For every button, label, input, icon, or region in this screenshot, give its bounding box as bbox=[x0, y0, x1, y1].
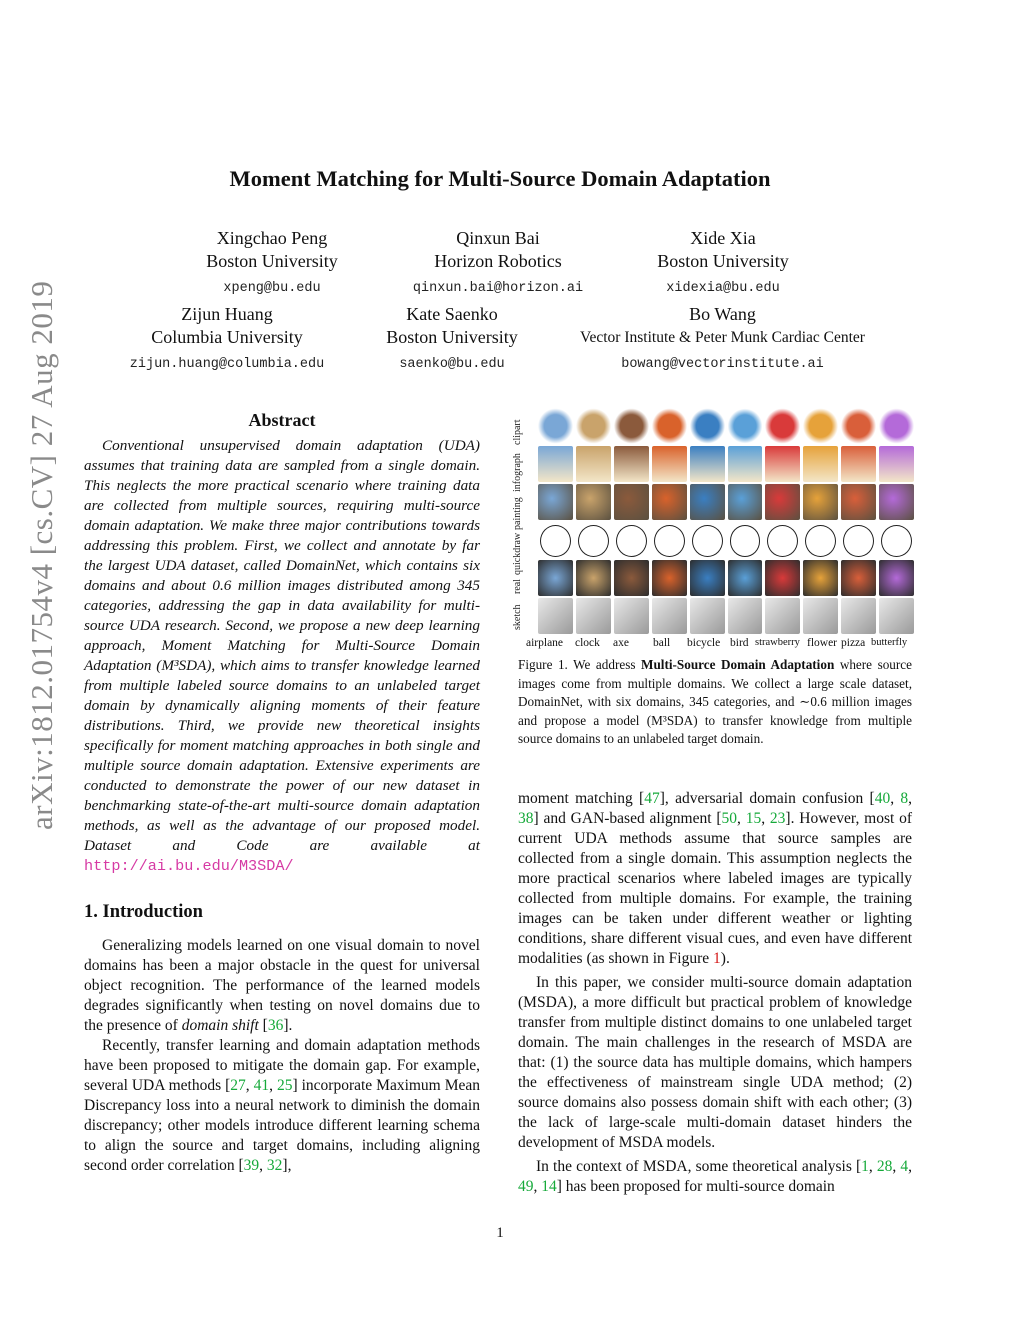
category-label: bird bbox=[730, 637, 749, 649]
thumbnail-image bbox=[538, 560, 573, 596]
thumbnail-image bbox=[690, 446, 725, 482]
thumbnail-image bbox=[576, 408, 611, 444]
image-row bbox=[538, 522, 914, 560]
thumbnail-image bbox=[614, 560, 649, 596]
author-email[interactable]: xidexia@bu.edu bbox=[666, 281, 780, 296]
category-label: butterfly bbox=[871, 637, 908, 648]
figure-link[interactable]: 1 bbox=[713, 950, 721, 967]
caption-bold: Multi-Source Domain Adaptation bbox=[641, 657, 835, 672]
thumbnail-image bbox=[576, 484, 611, 520]
thumbnail-image bbox=[879, 484, 914, 520]
thumbnail-image bbox=[728, 598, 763, 634]
image-row bbox=[538, 408, 914, 446]
thumbnail-image bbox=[614, 446, 649, 482]
thumbnail-image bbox=[728, 408, 763, 444]
paragraph: In the context of MSDA, some theoretical analysis [1, 28, 4, 49, 14] has been proposed for multi-source domain bbox=[518, 1158, 912, 1195]
thumbnail-image bbox=[728, 446, 763, 482]
citation-link[interactable]: 47 bbox=[644, 790, 660, 807]
paragraph: moment matching [47], adversarial domain confusion [40, 8, 38] and GAN-based alignment [50, 15, 23]. However, most of current UDA methods assume that source samples are collected from a single domain. This assumption neglects the more practical scenarios where labeled images are typically collected from multiple domains. For example, the training images can be taken under different weather or lighting conditions, share different visual cues, and even have different modalities (as shown in Figure 1). bbox=[518, 790, 913, 967]
thumbnail-image bbox=[879, 408, 914, 444]
paragraph: Generalizing models learned on one visual domain to novel domains has been a major obstacle in the quest for universal object recognition. The performance of the learned models degrades significantly when testing on novel domains due to the presence of domain shift [36]. bbox=[84, 937, 480, 1034]
citation-link[interactable]: 15 bbox=[745, 810, 762, 827]
author-affiliation: Boston University bbox=[386, 327, 518, 347]
citation-link[interactable]: 23 bbox=[769, 810, 786, 827]
thumbnail-image bbox=[692, 525, 723, 557]
citation-link[interactable]: 8 bbox=[900, 790, 909, 807]
thumbnail-image bbox=[576, 598, 611, 634]
thumbnail-image bbox=[765, 560, 800, 596]
thumbnail-image bbox=[841, 598, 876, 634]
row-label: real bbox=[512, 579, 523, 594]
citation-link[interactable]: 40 bbox=[874, 790, 891, 807]
image-grid bbox=[538, 408, 914, 636]
thumbnail-image bbox=[879, 560, 914, 596]
author-email[interactable]: xpeng@bu.edu bbox=[223, 281, 321, 296]
thumbnail-image bbox=[803, 598, 838, 634]
emphasis: domain shift bbox=[181, 1017, 259, 1034]
citation-link[interactable]: 27 bbox=[230, 1077, 246, 1094]
thumbnail-image bbox=[616, 525, 647, 557]
thumbnail-image bbox=[728, 484, 763, 520]
thumbnail-image bbox=[576, 446, 611, 482]
thumbnail-image bbox=[538, 484, 573, 520]
author-name: Xide Xia bbox=[690, 228, 756, 248]
thumbnail-image bbox=[652, 484, 687, 520]
citation-link[interactable]: 28 bbox=[876, 1158, 893, 1175]
thumbnail-image bbox=[654, 525, 685, 557]
thumbnail-image bbox=[843, 525, 874, 557]
thumbnail-image bbox=[841, 484, 876, 520]
thumbnail-image bbox=[767, 525, 798, 557]
row-label: quickdraw bbox=[512, 532, 523, 575]
thumbnail-image bbox=[690, 598, 725, 634]
text-span: moment matching [ bbox=[518, 790, 645, 807]
thumbnail-image bbox=[614, 598, 649, 634]
thumbnail-image bbox=[652, 408, 687, 444]
image-row bbox=[538, 446, 914, 484]
arxiv-watermark: arXiv:1812.01754v4 [cs.CV] 27 Aug 2019 bbox=[24, 280, 59, 830]
thumbnail-image bbox=[841, 560, 876, 596]
thumbnail-image bbox=[538, 408, 573, 444]
figure-caption bbox=[518, 656, 912, 749]
citation-link[interactable]: 38 bbox=[518, 810, 534, 827]
citation-link[interactable]: 32 bbox=[266, 1157, 283, 1174]
thumbnail-image bbox=[728, 560, 763, 596]
thumbnail-image bbox=[803, 408, 838, 444]
thumbnail-image bbox=[540, 525, 571, 557]
category-label: airplane bbox=[526, 637, 564, 649]
author-name: Xingchao Peng bbox=[216, 228, 328, 248]
author-affiliation: Vector Institute & Peter Munk Cardiac Center bbox=[580, 329, 865, 346]
text-span: Generalizing models learned on one visual domain to novel domains has been a major obstacle in the quest for universal object recognition. The performance of the learned models degrades significantly when testing on novel domains due to the presence of bbox=[84, 937, 480, 1034]
page-number: 1 bbox=[496, 1225, 504, 1241]
thumbnail-image bbox=[538, 446, 573, 482]
thumbnail-image bbox=[578, 525, 609, 557]
author-email[interactable]: bowang@vectorinstitute.ai bbox=[621, 357, 824, 372]
image-row bbox=[538, 560, 914, 598]
abstract-text bbox=[84, 436, 480, 876]
category-label: axe bbox=[613, 637, 629, 649]
category-label: pizza bbox=[841, 637, 866, 649]
text-span: Figure 1. We address bbox=[518, 657, 642, 672]
thumbnail-image bbox=[690, 484, 725, 520]
thumbnail-image bbox=[881, 525, 912, 557]
text-span: In the context of MSDA, some theoretical analysis [ bbox=[536, 1158, 862, 1175]
author-email[interactable]: zijun.huang@columbia.edu bbox=[129, 357, 325, 372]
author-affiliation: Boston University bbox=[206, 251, 338, 271]
author-block bbox=[573, 227, 873, 300]
text-span: ], adversarial domain confusion [ bbox=[659, 790, 875, 807]
author-block bbox=[560, 303, 885, 376]
thumbnail-image bbox=[538, 598, 573, 634]
dataset-link[interactable]: http://ai.bu.edu/M3SDA/ bbox=[84, 857, 294, 875]
thumbnail-image bbox=[765, 484, 800, 520]
category-label: strawberry bbox=[755, 637, 800, 648]
author-affiliation: Boston University bbox=[657, 251, 789, 271]
author-name: Qinxun Bai bbox=[456, 228, 540, 248]
paragraph: In this paper, we consider multi-source domain adaptation (MSDA), a more difficult but practical problem of knowledge transfer from multiple distinct domains to one unlabeled target domain. The main challenges in the research of MSDA are that: (1) the source data has multiple domains, which hampers the effectiveness of mainstream single UDA method; (2) source domains also possess domain shift with each other; (3) the lack of large-scale multi-domain dataset hinders the development of MSDA models. bbox=[518, 974, 912, 1151]
text-span: ] incorporate Maximum Mean Discrepancy loss into a neural network to diminish the domain discrepancy; other models introduce different learning schema to align the source and target domains, including aligning second order correlation [ bbox=[84, 1077, 481, 1174]
author-name: Bo Wang bbox=[689, 304, 756, 324]
citation-link[interactable]: 41 bbox=[253, 1077, 270, 1094]
category-label: flower bbox=[807, 637, 838, 649]
citation-link[interactable]: 50 bbox=[721, 810, 737, 827]
citation-link[interactable]: 36 bbox=[267, 1017, 284, 1034]
author-affiliation: Columbia University bbox=[151, 327, 303, 347]
thumbnail-image bbox=[690, 560, 725, 596]
citation-link[interactable]: 1 bbox=[861, 1158, 869, 1175]
thumbnail-image bbox=[652, 446, 687, 482]
text-span: ] and GAN-based alignment [ bbox=[533, 810, 722, 827]
category-label: bicycle bbox=[687, 637, 721, 649]
left-column bbox=[84, 410, 480, 1176]
thumbnail-image bbox=[576, 560, 611, 596]
thumbnail-image bbox=[730, 525, 761, 557]
image-row bbox=[538, 598, 914, 636]
thumbnail-image bbox=[614, 408, 649, 444]
thumbnail-image bbox=[803, 446, 838, 482]
text-span: where source images come from multiple domains. We collect a large scale dataset, DomainNet, with six domains, 345 categories, and ∼0.6 million images and propose a model (M³SDA) to transfer knowledge from multiple source domains to an unlabeled target domain. bbox=[518, 657, 912, 746]
author-affiliation: Horizon Robotics bbox=[434, 251, 562, 271]
thumbnail-image bbox=[879, 446, 914, 482]
thumbnail-image bbox=[765, 598, 800, 634]
thumbnail-image bbox=[765, 446, 800, 482]
thumbnail-image bbox=[879, 598, 914, 634]
thumbnail-image bbox=[690, 408, 725, 444]
thumbnail-image bbox=[803, 484, 838, 520]
row-label: infograph bbox=[512, 453, 523, 492]
thumbnail-image bbox=[805, 525, 836, 557]
citation-link[interactable]: 4 bbox=[900, 1158, 909, 1175]
text-span: ] has been proposed for multi-source domain bbox=[556, 1178, 835, 1195]
paragraph: Recently, transfer learning and domain adaptation methods have been proposed to mitigate the domain gap. For example, several UDA methods [27, 41, 25] incorporate Maximum Mean Discrepancy loss into a neural network to diminish the domain discrepancy; other models introduce different learning schema to align the source and target domains, including aligning second order correlation [39, 32], bbox=[84, 1037, 481, 1174]
paper-title: Moment Matching for Multi-Source Domain Adaptation bbox=[229, 166, 771, 191]
thumbnail-image bbox=[803, 560, 838, 596]
thumbnail-image bbox=[841, 408, 876, 444]
row-label: sketch bbox=[512, 604, 523, 630]
abstract-heading: Abstract bbox=[248, 410, 316, 430]
thumbnail-image bbox=[652, 598, 687, 634]
text-span: Recently, transfer learning and domain adaptation methods have been proposed to mitigate the domain gap. For example, several UDA methods [ bbox=[84, 1037, 480, 1094]
author-name: Zijun Huang bbox=[181, 304, 273, 324]
category-label: clock bbox=[575, 637, 600, 649]
abstract-body: Conventional unsupervised domain adaptation (UDA) assumes that training data are sampled from a single domain. This neglects the more practical scenario where training data are collected from multiple sources, requiring multi-source domain adaptation. We make three major contributions towards addressing this problem. First, we collect and annotate by far the largest UDA dataset, called DomainNet, which contains six domains and about 0.6 million images distributed among 345 categories, addressing the gap in data availability for multi-source UDA research. Second, we propose a new deep learning approach, Moment Matching for Multi-Source Domain Adaptation (M³SDA), which aims to transfer knowledge learned from multiple labeled source domains to an unlabeled target domain by dynamically aligning moments of their feature distributions. Third, we provide new theoretical insights specifically for moment matching approaches in both single and multiple source domain adaptation. Extensive experiments are conducted to demonstrate the power of our new dataset in benchmarking state-of-the-art multi-source domain adaptation methods, as well as the advantage of our proposed model. Dataset and Code are available at bbox=[84, 437, 480, 854]
author-block bbox=[302, 303, 602, 376]
citation-link[interactable]: 49 bbox=[518, 1178, 534, 1195]
author-name: Kate Saenko bbox=[406, 304, 498, 324]
citation-link[interactable]: 14 bbox=[541, 1178, 557, 1195]
thumbnail-image bbox=[614, 484, 649, 520]
row-label: clipart bbox=[512, 419, 523, 445]
section-heading: 1. Introduction bbox=[84, 902, 203, 922]
author-email[interactable]: saenko@bu.edu bbox=[399, 357, 505, 372]
thumbnail-image bbox=[652, 560, 687, 596]
text-span: ]. However, most of current UDA methods assume that source samples are collected from a single domain. This assumption neglects the more practical scenarios where labeled images are typically collected from multiple domains. For example, the training images can be taken under different weather or lighting conditions, share different visual cues, and even have different modalities (as shown in Figure bbox=[518, 810, 913, 967]
citation-link[interactable]: 25 bbox=[276, 1077, 293, 1094]
citation-link[interactable]: 39 bbox=[243, 1157, 260, 1174]
row-label: painting bbox=[512, 497, 523, 530]
right-column bbox=[518, 789, 912, 1197]
category-label: ball bbox=[653, 637, 671, 649]
image-row bbox=[538, 484, 914, 522]
author-email[interactable]: qinxun.bai@horizon.ai bbox=[412, 281, 584, 296]
thumbnail-image bbox=[765, 408, 800, 444]
thumbnail-image bbox=[841, 446, 876, 482]
